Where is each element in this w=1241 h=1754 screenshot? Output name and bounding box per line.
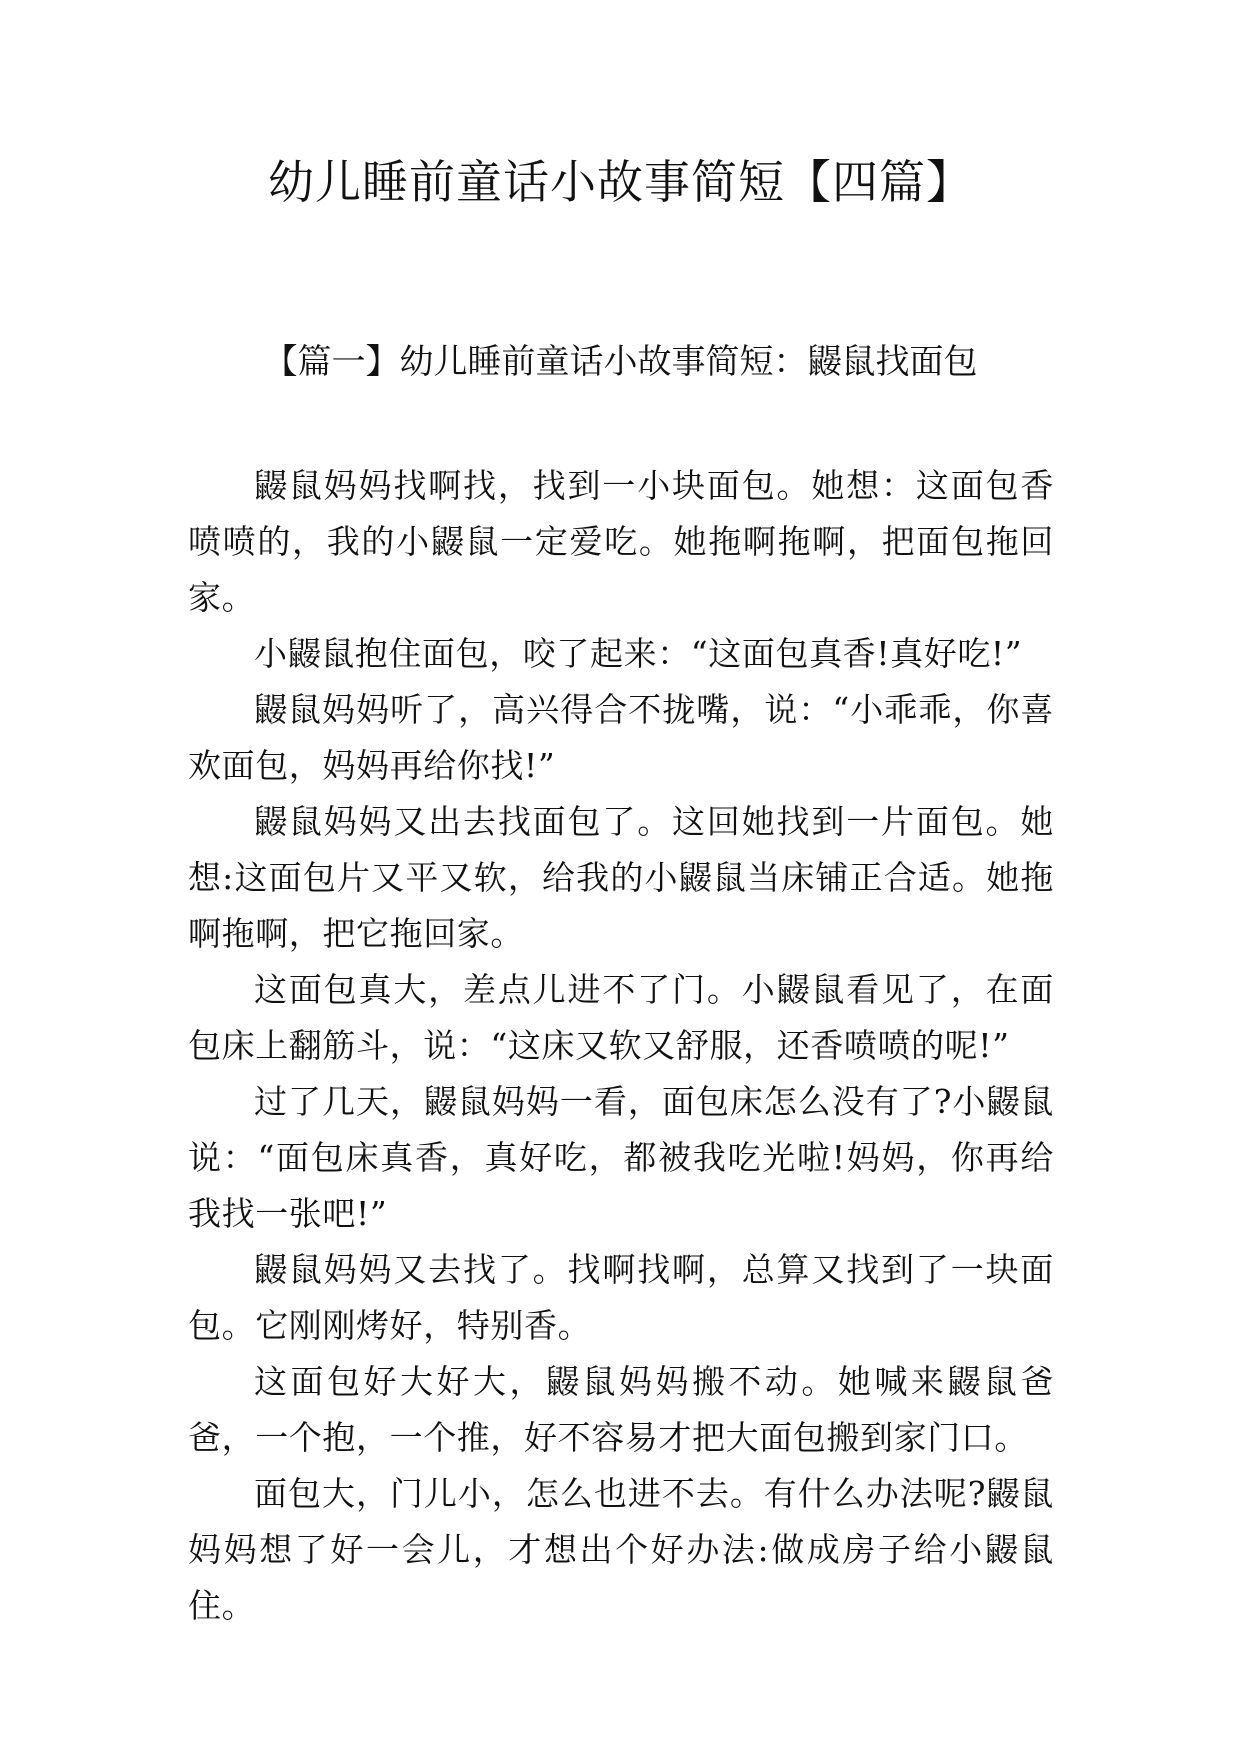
- document-title: 幼儿睡前童话小故事简短【四篇】: [268, 155, 973, 209]
- paragraph: 鼹鼠妈妈又去找了。找啊找啊，总算又找到了一块面包。它刚刚烤好，特别香。: [188, 1250, 1054, 1345]
- story-body: [188, 458, 1054, 1634]
- paragraph: 这面包好大好大，鼹鼠妈妈搬不动。她喊来鼹鼠爸爸，一个抱，一个推，好不容易才把大面包搬到家门口。: [188, 1362, 1054, 1457]
- paragraph: 小鼹鼠抱住面包，咬了起来：“这面包真香!真好吃!”: [254, 634, 1023, 673]
- section-title: 【篇一】幼儿睡前童话小故事简短：鼹鼠找面包: [263, 342, 978, 382]
- paragraph: 过了几天，鼹鼠妈妈一看，面包床怎么没有了?小鼹鼠说：“面包床真香，真好吃，都被我吃光啦!妈妈，你再给我找一张吧!”: [188, 1082, 1054, 1233]
- paragraph: 鼹鼠妈妈找啊找，找到一小块面包。她想：这面包香喷喷的，我的小鼹鼠一定爱吃。她拖啊拖啊，把面包拖回家。: [188, 466, 1054, 617]
- paragraph: 这面包真大，差点儿进不了门。小鼹鼠看见了，在面包床上翻筋斗，说：“这床又软又舒服，还香喷喷的呢!”: [188, 970, 1054, 1065]
- paragraph: 面包大，门儿小，怎么也进不去。有什么办法呢?鼹鼠妈妈想了好一会儿，才想出个好办法:做成房子给小鼹鼠住。: [188, 1474, 1054, 1625]
- paragraph: 鼹鼠妈妈听了，高兴得合不拢嘴，说：“小乖乖，你喜欢面包，妈妈再给你找!”: [188, 690, 1054, 785]
- paragraph: 鼹鼠妈妈又出去找面包了。这回她找到一片面包。她想:这面包片又平又软，给我的小鼹鼠当床铺正合适。她拖啊拖啊，把它拖回家。: [188, 802, 1054, 953]
